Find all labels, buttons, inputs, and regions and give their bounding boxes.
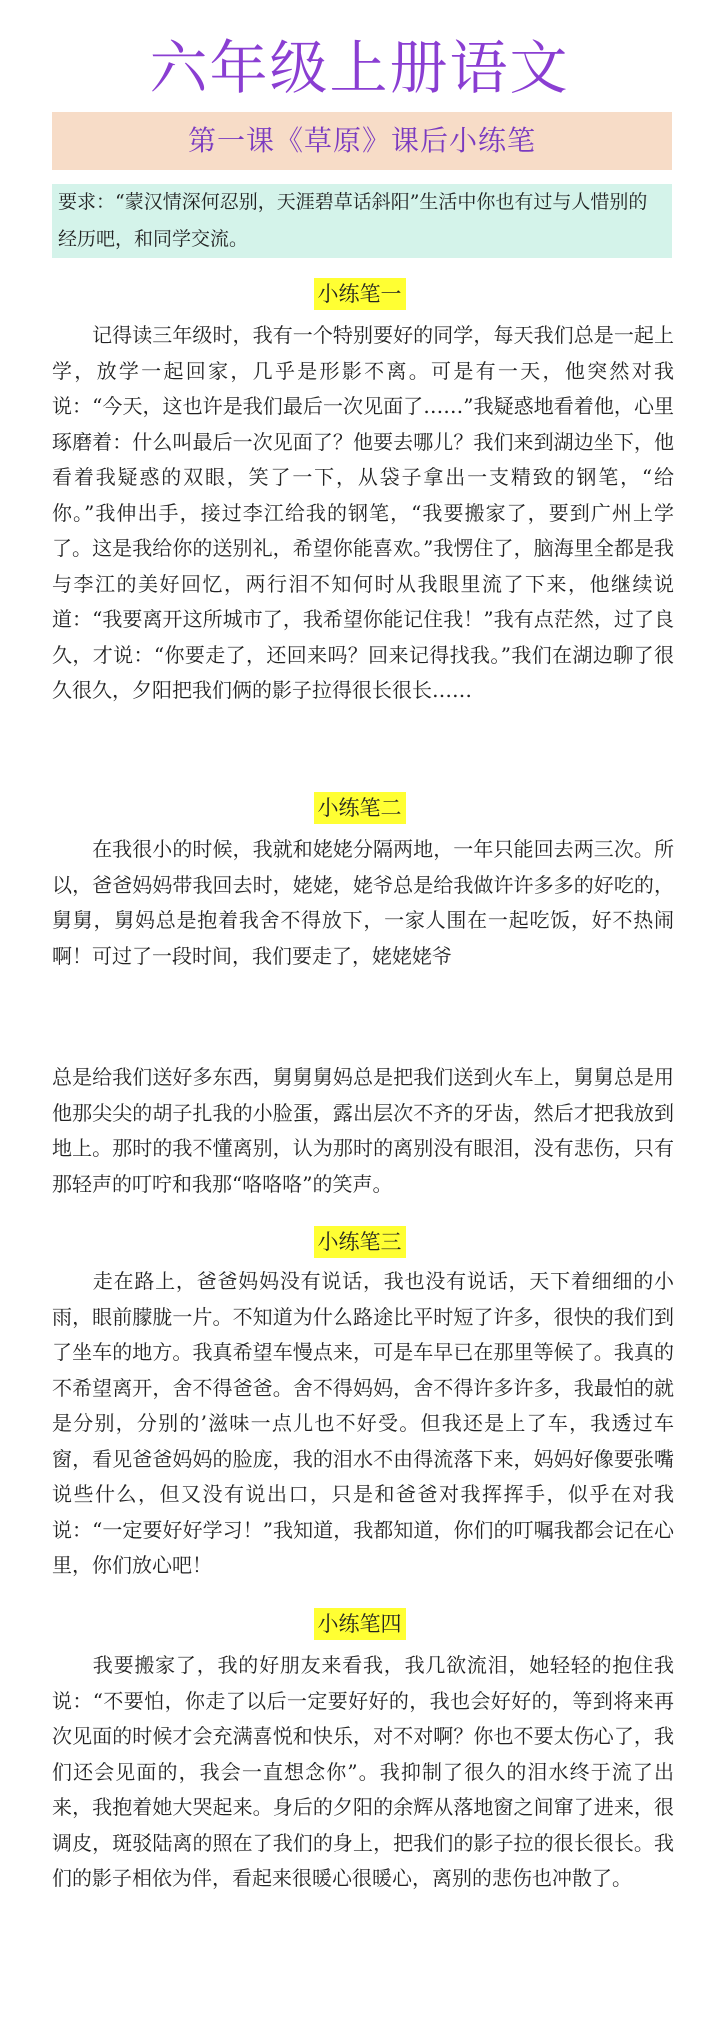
paragraph-text: 总是给我们送好多东西，舅舅舅妈总是把我们送到火车上，舅舅总是用他那尖尖的胡子扎我的小脸蛋，露出层次不齐的牙齿，然后才把我放到地上。那时的我不懂离别，认为那时的离别没有眼泪，没有悲伤，只有那轻声的叮咛和我那“咯咯咯”的笑声。	[52, 1065, 674, 1196]
section-2-paragraph	[52, 832, 674, 974]
section-4-paragraph	[52, 1648, 674, 1897]
section-2-header	[0, 792, 719, 824]
section-4-header	[0, 1608, 719, 1640]
section-3-paragraph	[52, 1264, 674, 1584]
paragraph-text: 我要搬家了，我的好朋友来看我，我几欲流泪，她轻轻的抱住我说：“不要怕，你走了以后一定要好好的，我也会好好的，等到将来再次见面的时候才会充满喜悦和快乐，对不对啊？你也不要太伤心了，我们还会见面的，我会一直想念你”。我抑制了很久的泪水终于流了出来，我抱着她大哭起来。身后的夕阳的余辉从落地窗之间窜了进来，很调皮，斑驳陆离的照在了我们的身上，把我们的影子拉的很长很长。我们的影子相依为伴，看起来很暖心很暖心，离别的悲伤也冲散了。	[52, 1653, 674, 1890]
paragraph-text: 在我很小的时候，我就和姥姥分隔两地，一年只能回去两三次。所以，爸爸妈妈带我回去时，姥姥，姥爷总是给我做许许多多的好吃的，舅舅，舅妈总是抱着我舍不得放下，一家人围在一起吃饭，好不热闹啊！可过了一段时间，我们要走了，姥姥姥爷	[52, 837, 674, 968]
section-label: 小练笔一	[314, 278, 406, 310]
lesson-subtitle: 第一课《草原》课后小练笔	[187, 124, 536, 157]
section-label: 小练笔二	[314, 792, 406, 824]
section-2-paragraph-continued	[52, 1060, 674, 1202]
paragraph-text: 记得读三年级时，我有一个特别要好的同学，每天我们总是一起上学，放学一起回家，几乎是形影不离。可是有一天，他突然对我说：“今天，这也许是我们最后一次见面了……”我疑惑地看着他，心里琢磨着：什么叫最后一次见面了？他要去哪儿？我们来到湖边坐下，他看着我疑惑的双眼，笑了一下，从袋子拿出一支精致的钢笔，“给你。”我伸出手，接过李江给我的钢笔，“我要搬家了，要到广州上学了。这是我给你的送别礼，希望你能喜欢。”我愣住了，脑海里全都是我与李江的美好回忆，两行泪不知何时从我眼里流了下来，他继续说道：“我要离开这所城市了，我希望你能记住我！”我有点茫然，过了良久，才说：“你要走了，还回来吗？回来记得找我。”我们在湖边聊了很久很久，夕阳把我们俩的影子拉得很长很长……	[52, 323, 674, 702]
paragraph-text: 走在路上，爸爸妈妈没有说话，我也没有说话，天下着细细的小雨，眼前朦胧一片。不知道为什么路途比平时短了许多，很快的我们到了坐车的地方。我真希望车慢点来，可是车早已在那里等候了。我真的不希望离开，舍不得爸爸。舍不得妈妈，舍不得许多许多，我最怕的就是分别，分别的’滋味一点儿也不好受。但我还是上了车，我透过车窗，看见爸爸妈妈的脸庞，我的泪水不由得流落下来，妈妈好像要张嘴说些什么，但又没有说出口，只是和爸爸对我挥挥手，似乎在对我说：“一定要好好学习！”我知道，我都知道，你们的叮嘱我都会记在心里，你们放心吧！	[52, 1269, 674, 1577]
section-3-header	[0, 1226, 719, 1258]
requirement-box: 要求：“蒙汉情深何忍别，天涯碧草话斜阳”生活中你也有过与人惜别的经历吧，和同学交流。	[52, 184, 672, 258]
page-title: 六年级上册语文	[149, 34, 570, 102]
section-1-header	[0, 278, 719, 310]
section-label: 小练笔三	[314, 1226, 406, 1258]
section-1-paragraph	[52, 318, 674, 709]
section-label: 小练笔四	[314, 1608, 406, 1640]
subtitle-banner	[52, 112, 672, 170]
